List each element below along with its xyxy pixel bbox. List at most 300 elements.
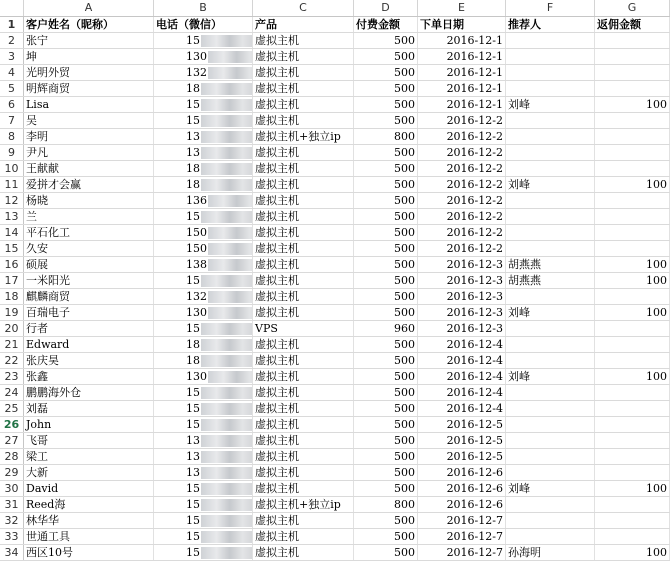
- cell-product[interactable]: 虚拟主机: [253, 113, 354, 128]
- table-row: [0, 401, 670, 417]
- cell-product[interactable]: 虚拟主机: [253, 81, 354, 96]
- cell-date[interactable]: 2016-12-7: [418, 513, 506, 528]
- cell-amount[interactable]: 500: [354, 481, 418, 496]
- cell-date[interactable]: 2016-12-1: [418, 97, 506, 112]
- cell-date[interactable]: 2016-12-1: [418, 81, 506, 96]
- phone-visible-digits: 150: [186, 226, 207, 239]
- cell-amount[interactable]: 960: [354, 321, 418, 336]
- column-header-b[interactable]: B: [154, 0, 253, 16]
- row-number[interactable]: 17: [0, 273, 24, 288]
- header-cell-product[interactable]: 产品: [253, 17, 354, 32]
- cell-date[interactable]: 2016-12-3: [418, 289, 506, 304]
- redacted-blur: [201, 163, 253, 175]
- cell-rebate[interactable]: 100: [595, 481, 670, 496]
- cell-amount[interactable]: 500: [354, 193, 418, 208]
- cell-date[interactable]: 2016-12-5: [418, 433, 506, 448]
- cell-amount[interactable]: 500: [354, 97, 418, 112]
- header-cell-rebate[interactable]: 返佣金额: [595, 17, 670, 32]
- cell-date[interactable]: 2016-12-4: [418, 385, 506, 400]
- cell-date[interactable]: 2016-12-5: [418, 449, 506, 464]
- cell-amount[interactable]: 500: [354, 513, 418, 528]
- cell-amount[interactable]: 500: [354, 401, 418, 416]
- header-cell-amount[interactable]: 付费金额: [354, 17, 418, 32]
- cell-amount[interactable]: 800: [354, 129, 418, 144]
- cell-date[interactable]: 2016-12-4: [418, 369, 506, 384]
- cell-rebate[interactable]: [595, 129, 670, 144]
- cell-rebate[interactable]: [595, 65, 670, 80]
- cell-amount[interactable]: 500: [354, 257, 418, 272]
- cell-phone[interactable]: [154, 161, 253, 176]
- cell-phone[interactable]: [154, 97, 253, 112]
- cell-phone[interactable]: [154, 273, 253, 288]
- cell-product[interactable]: 虚拟主机: [253, 273, 354, 288]
- cell-product[interactable]: 虚拟主机+独立ip: [253, 497, 354, 512]
- cell-amount[interactable]: 500: [354, 449, 418, 464]
- redacted-blur: [201, 131, 253, 143]
- row-number[interactable]: 12: [0, 193, 24, 208]
- cell-amount[interactable]: 500: [354, 225, 418, 240]
- cell-phone[interactable]: [154, 305, 253, 320]
- cell-referrer[interactable]: [506, 113, 595, 128]
- cell-customer[interactable]: 李明: [24, 129, 154, 144]
- cell-phone[interactable]: [154, 289, 253, 304]
- cell-referrer[interactable]: [506, 209, 595, 224]
- cell-amount[interactable]: 500: [354, 305, 418, 320]
- cell-amount[interactable]: 500: [354, 417, 418, 432]
- cell-amount[interactable]: 500: [354, 145, 418, 160]
- row-number[interactable]: 11: [0, 177, 24, 192]
- cell-referrer[interactable]: [506, 241, 595, 256]
- table-row: [0, 65, 670, 81]
- cell-referrer[interactable]: [506, 513, 595, 528]
- cell-phone[interactable]: [154, 49, 253, 64]
- cell-product[interactable]: 虚拟主机: [253, 49, 354, 64]
- table-row: [0, 81, 670, 97]
- cell-phone[interactable]: [154, 545, 253, 560]
- cell-customer[interactable]: 百瑞电子: [24, 305, 154, 320]
- row-number[interactable]: 21: [0, 337, 24, 352]
- cell-referrer[interactable]: [506, 289, 595, 304]
- cell-rebate[interactable]: [595, 465, 670, 480]
- cell-date[interactable]: 2016-12-7: [418, 529, 506, 544]
- cell-customer[interactable]: John: [24, 417, 154, 432]
- column-header-g[interactable]: G: [595, 0, 670, 16]
- row-number[interactable]: 33: [0, 529, 24, 544]
- cell-rebate[interactable]: 100: [595, 545, 670, 560]
- cell-customer[interactable]: 行者: [24, 321, 154, 336]
- cell-rebate[interactable]: [595, 161, 670, 176]
- cell-product[interactable]: 虚拟主机: [253, 513, 354, 528]
- cell-customer[interactable]: 吴: [24, 113, 154, 128]
- row-number[interactable]: 26: [0, 417, 24, 432]
- cell-customer[interactable]: 世通工具: [24, 529, 154, 544]
- cell-rebate[interactable]: [595, 529, 670, 544]
- cell-rebate[interactable]: [595, 321, 670, 336]
- cell-date[interactable]: 2016-12-2: [418, 209, 506, 224]
- cell-phone[interactable]: [154, 81, 253, 96]
- cell-customer[interactable]: David: [24, 481, 154, 496]
- cell-product[interactable]: 虚拟主机: [253, 385, 354, 400]
- cell-date[interactable]: 2016-12-3: [418, 273, 506, 288]
- cell-rebate[interactable]: [595, 385, 670, 400]
- row-number[interactable]: 23: [0, 369, 24, 384]
- cell-date[interactable]: 2016-12-2: [418, 113, 506, 128]
- table-row: [0, 433, 670, 449]
- cell-product[interactable]: 虚拟主机: [253, 545, 354, 560]
- cell-phone[interactable]: [154, 145, 253, 160]
- cell-customer[interactable]: 平石化工: [24, 225, 154, 240]
- cell-referrer[interactable]: [506, 337, 595, 352]
- cell-amount[interactable]: 500: [354, 81, 418, 96]
- cell-phone[interactable]: [154, 497, 253, 512]
- cell-customer[interactable]: 杨晓: [24, 193, 154, 208]
- cell-phone[interactable]: [154, 257, 253, 272]
- header-cell-customer[interactable]: 客户姓名（昵称）: [24, 17, 154, 32]
- row-number[interactable]: 30: [0, 481, 24, 496]
- cell-product[interactable]: 虚拟主机: [253, 65, 354, 80]
- cell-referrer[interactable]: [506, 353, 595, 368]
- cell-date[interactable]: 2016-12-2: [418, 193, 506, 208]
- cell-rebate[interactable]: 100: [595, 369, 670, 384]
- cell-product[interactable]: 虚拟主机: [253, 353, 354, 368]
- cell-rebate[interactable]: [595, 513, 670, 528]
- cell-date[interactable]: 2016-12-2: [418, 161, 506, 176]
- cell-amount[interactable]: 500: [354, 545, 418, 560]
- cell-product[interactable]: 虚拟主机: [253, 257, 354, 272]
- row-number[interactable]: 22: [0, 353, 24, 368]
- cell-date[interactable]: 2016-12-3: [418, 257, 506, 272]
- cell-date[interactable]: 2016-12-6: [418, 497, 506, 512]
- row-number[interactable]: 19: [0, 305, 24, 320]
- cell-rebate[interactable]: [595, 401, 670, 416]
- phone-visible-digits: 15: [186, 322, 200, 335]
- column-header-e[interactable]: E: [418, 0, 506, 16]
- cell-rebate[interactable]: 100: [595, 257, 670, 272]
- cell-product[interactable]: 虚拟主机: [253, 97, 354, 112]
- cell-phone[interactable]: [154, 177, 253, 192]
- cell-amount[interactable]: 800: [354, 497, 418, 512]
- cell-customer[interactable]: 林华华: [24, 513, 154, 528]
- cell-rebate[interactable]: [595, 337, 670, 352]
- cell-product[interactable]: 虚拟主机: [253, 529, 354, 544]
- cell-phone[interactable]: [154, 241, 253, 256]
- cell-rebate[interactable]: [595, 417, 670, 432]
- cell-rebate[interactable]: [595, 81, 670, 96]
- cell-customer[interactable]: 鹏鹏海外仓: [24, 385, 154, 400]
- cell-phone[interactable]: [154, 337, 253, 352]
- cell-date[interactable]: 2016-12-6: [418, 481, 506, 496]
- cell-referrer[interactable]: [506, 193, 595, 208]
- cell-rebate[interactable]: [595, 497, 670, 512]
- cell-customer[interactable]: 久安: [24, 241, 154, 256]
- cell-phone[interactable]: [154, 529, 253, 544]
- cell-date[interactable]: 2016-12-2: [418, 241, 506, 256]
- phone-visible-digits: 13: [186, 450, 200, 463]
- cell-referrer[interactable]: 刘峰: [506, 305, 595, 320]
- cell-referrer[interactable]: 胡燕燕: [506, 257, 595, 272]
- cell-amount[interactable]: 500: [354, 465, 418, 480]
- row-number[interactable]: 9: [0, 145, 24, 160]
- cell-referrer[interactable]: 孙海明: [506, 545, 595, 560]
- column-header-a[interactable]: A: [24, 0, 154, 16]
- cell-product[interactable]: 虚拟主机: [253, 337, 354, 352]
- cell-date[interactable]: 2016-12-7: [418, 545, 506, 560]
- cell-date[interactable]: 2016-12-3: [418, 321, 506, 336]
- cell-phone[interactable]: [154, 65, 253, 80]
- cell-product[interactable]: 虚拟主机: [253, 33, 354, 48]
- cell-referrer[interactable]: 刘峰: [506, 369, 595, 384]
- cell-rebate[interactable]: [595, 113, 670, 128]
- table-row: [0, 129, 670, 145]
- cell-phone[interactable]: [154, 417, 253, 432]
- cell-referrer[interactable]: 刘峰: [506, 481, 595, 496]
- cell-product[interactable]: 虚拟主机: [253, 369, 354, 384]
- cell-rebate[interactable]: [595, 289, 670, 304]
- cell-referrer[interactable]: 刘峰: [506, 97, 595, 112]
- cell-rebate[interactable]: [595, 145, 670, 160]
- cell-product[interactable]: 虚拟主机: [253, 433, 354, 448]
- row-number[interactable]: 24: [0, 385, 24, 400]
- cell-phone[interactable]: [154, 209, 253, 224]
- row-number[interactable]: 13: [0, 209, 24, 224]
- cell-customer[interactable]: 张庆昊: [24, 353, 154, 368]
- cell-date[interactable]: 2016-12-5: [418, 417, 506, 432]
- cell-amount[interactable]: 500: [354, 353, 418, 368]
- table-row: [0, 545, 670, 561]
- cell-customer[interactable]: 飞哥: [24, 433, 154, 448]
- cell-phone[interactable]: [154, 449, 253, 464]
- cell-phone[interactable]: [154, 321, 253, 336]
- cell-phone[interactable]: [154, 129, 253, 144]
- cell-product[interactable]: 虚拟主机: [253, 209, 354, 224]
- column-header-f[interactable]: F: [506, 0, 595, 16]
- header-cell-referrer[interactable]: 推荐人: [506, 17, 595, 32]
- cell-rebate[interactable]: [595, 193, 670, 208]
- cell-amount[interactable]: 500: [354, 433, 418, 448]
- cell-date[interactable]: 2016-12-4: [418, 337, 506, 352]
- cell-customer[interactable]: 爱拼才会赢: [24, 177, 154, 192]
- cell-rebate[interactable]: [595, 449, 670, 464]
- row-number[interactable]: 8: [0, 129, 24, 144]
- row-number[interactable]: 10: [0, 161, 24, 176]
- cell-customer[interactable]: Lisa: [24, 97, 154, 112]
- cell-phone[interactable]: [154, 513, 253, 528]
- header-cell-date[interactable]: 下单日期: [418, 17, 506, 32]
- row-number[interactable]: 27: [0, 433, 24, 448]
- cell-referrer[interactable]: [506, 529, 595, 544]
- row-number[interactable]: 14: [0, 225, 24, 240]
- cell-amount[interactable]: 500: [354, 33, 418, 48]
- cell-date[interactable]: 2016-12-4: [418, 353, 506, 368]
- cell-rebate[interactable]: [595, 433, 670, 448]
- cell-phone[interactable]: [154, 113, 253, 128]
- cell-product[interactable]: 虚拟主机: [253, 289, 354, 304]
- cell-customer[interactable]: 梁工: [24, 449, 154, 464]
- table-row: [0, 289, 670, 305]
- cell-amount[interactable]: 500: [354, 49, 418, 64]
- cell-referrer[interactable]: [506, 225, 595, 240]
- cell-product[interactable]: 虚拟主机: [253, 161, 354, 176]
- cell-customer[interactable]: 王献献: [24, 161, 154, 176]
- row-number[interactable]: 2: [0, 33, 24, 48]
- cell-referrer[interactable]: [506, 433, 595, 448]
- cell-rebate[interactable]: [595, 49, 670, 64]
- phone-visible-digits: 15: [186, 530, 200, 543]
- cell-referrer[interactable]: [506, 145, 595, 160]
- cell-date[interactable]: 2016-12-2: [418, 145, 506, 160]
- cell-date[interactable]: 2016-12-1: [418, 65, 506, 80]
- row-number[interactable]: 4: [0, 65, 24, 80]
- row-number[interactable]: 7: [0, 113, 24, 128]
- cell-phone[interactable]: [154, 385, 253, 400]
- cell-amount[interactable]: 500: [354, 161, 418, 176]
- cell-product[interactable]: 虚拟主机: [253, 449, 354, 464]
- cell-date[interactable]: 2016-12-4: [418, 401, 506, 416]
- cell-rebate[interactable]: 100: [595, 305, 670, 320]
- cell-rebate[interactable]: [595, 33, 670, 48]
- cell-referrer[interactable]: [506, 33, 595, 48]
- cell-referrer[interactable]: [506, 49, 595, 64]
- cell-customer[interactable]: 光明外贸: [24, 65, 154, 80]
- table-row: [0, 497, 670, 513]
- cell-amount[interactable]: 500: [354, 177, 418, 192]
- cell-customer[interactable]: 尹凡: [24, 145, 154, 160]
- cell-amount[interactable]: 500: [354, 113, 418, 128]
- phone-visible-digits: 15: [186, 34, 200, 47]
- row-number[interactable]: 16: [0, 257, 24, 272]
- cell-product[interactable]: 虚拟主机: [253, 417, 354, 432]
- row-number[interactable]: 6: [0, 97, 24, 112]
- cell-customer[interactable]: 张宁: [24, 33, 154, 48]
- cell-referrer[interactable]: [506, 321, 595, 336]
- cell-phone[interactable]: [154, 465, 253, 480]
- cell-date[interactable]: 2016-12-1: [418, 49, 506, 64]
- cell-phone[interactable]: [154, 193, 253, 208]
- cell-product[interactable]: 虚拟主机: [253, 401, 354, 416]
- cell-referrer[interactable]: [506, 65, 595, 80]
- cell-date[interactable]: 2016-12-2: [418, 177, 506, 192]
- cell-phone[interactable]: [154, 481, 253, 496]
- row-number[interactable]: 18: [0, 289, 24, 304]
- table-row: [0, 193, 670, 209]
- cell-rebate[interactable]: 100: [595, 177, 670, 192]
- cell-rebate[interactable]: [595, 241, 670, 256]
- cell-customer[interactable]: 麒麟商贸: [24, 289, 154, 304]
- cell-amount[interactable]: 500: [354, 337, 418, 352]
- cell-date[interactable]: 2016-12-2: [418, 225, 506, 240]
- cell-product[interactable]: 虚拟主机+独立ip: [253, 129, 354, 144]
- cell-phone[interactable]: [154, 353, 253, 368]
- cell-amount[interactable]: 500: [354, 209, 418, 224]
- row-number[interactable]: 1: [0, 17, 24, 32]
- cell-rebate[interactable]: [595, 225, 670, 240]
- cell-phone[interactable]: [154, 401, 253, 416]
- cell-amount[interactable]: 500: [354, 241, 418, 256]
- cell-product[interactable]: 虚拟主机: [253, 177, 354, 192]
- row-number[interactable]: 32: [0, 513, 24, 528]
- cell-referrer[interactable]: [506, 497, 595, 512]
- column-header-d[interactable]: D: [354, 0, 418, 16]
- row-number[interactable]: 28: [0, 449, 24, 464]
- cell-phone[interactable]: [154, 33, 253, 48]
- cell-referrer[interactable]: 刘峰: [506, 177, 595, 192]
- row-number[interactable]: 20: [0, 321, 24, 336]
- cell-referrer[interactable]: [506, 161, 595, 176]
- row-number[interactable]: 3: [0, 49, 24, 64]
- cell-rebate[interactable]: 100: [595, 97, 670, 112]
- row-number[interactable]: 15: [0, 241, 24, 256]
- cell-referrer[interactable]: [506, 417, 595, 432]
- cell-product[interactable]: VPS: [253, 321, 354, 336]
- cell-date[interactable]: 2016-12-1: [418, 33, 506, 48]
- cell-customer[interactable]: 刘磊: [24, 401, 154, 416]
- cell-product[interactable]: 虚拟主机: [253, 145, 354, 160]
- header-cell-phone[interactable]: 电话（微信）: [154, 17, 253, 32]
- cell-date[interactable]: 2016-12-3: [418, 305, 506, 320]
- cell-customer[interactable]: 硕展: [24, 257, 154, 272]
- cell-phone[interactable]: [154, 433, 253, 448]
- cell-amount[interactable]: 500: [354, 529, 418, 544]
- cell-customer[interactable]: 一米阳光: [24, 273, 154, 288]
- cell-amount[interactable]: 500: [354, 65, 418, 80]
- cell-customer[interactable]: 张鑫: [24, 369, 154, 384]
- cell-amount[interactable]: 500: [354, 289, 418, 304]
- cell-customer[interactable]: 坤: [24, 49, 154, 64]
- cell-referrer[interactable]: [506, 129, 595, 144]
- phone-visible-digits: 15: [186, 210, 200, 223]
- cell-customer[interactable]: Reed海: [24, 497, 154, 512]
- column-header-c[interactable]: C: [253, 0, 354, 16]
- cell-product[interactable]: 虚拟主机: [253, 193, 354, 208]
- select-all-corner[interactable]: [0, 0, 24, 16]
- cell-amount[interactable]: 500: [354, 385, 418, 400]
- cell-product[interactable]: 虚拟主机: [253, 241, 354, 256]
- cell-customer[interactable]: 大新: [24, 465, 154, 480]
- row-number[interactable]: 29: [0, 465, 24, 480]
- phone-visible-digits: 13: [186, 130, 200, 143]
- cell-customer[interactable]: 兰: [24, 209, 154, 224]
- cell-referrer[interactable]: [506, 385, 595, 400]
- cell-product[interactable]: 虚拟主机: [253, 305, 354, 320]
- cell-rebate[interactable]: [595, 353, 670, 368]
- cell-referrer[interactable]: [506, 465, 595, 480]
- phone-visible-digits: 18: [186, 82, 200, 95]
- cell-date[interactable]: 2016-12-6: [418, 465, 506, 480]
- cell-referrer[interactable]: [506, 449, 595, 464]
- cell-date[interactable]: 2016-12-2: [418, 129, 506, 144]
- row-number[interactable]: 34: [0, 545, 24, 560]
- table-row: [0, 449, 670, 465]
- cell-product[interactable]: 虚拟主机: [253, 481, 354, 496]
- cell-referrer[interactable]: [506, 401, 595, 416]
- cell-rebate[interactable]: [595, 209, 670, 224]
- cell-amount[interactable]: 500: [354, 273, 418, 288]
- cell-product[interactable]: 虚拟主机: [253, 225, 354, 240]
- cell-customer[interactable]: Edward: [24, 337, 154, 352]
- cell-amount[interactable]: 500: [354, 369, 418, 384]
- cell-referrer[interactable]: [506, 81, 595, 96]
- cell-phone[interactable]: [154, 369, 253, 384]
- row-number[interactable]: 5: [0, 81, 24, 96]
- cell-product[interactable]: 虚拟主机: [253, 465, 354, 480]
- cell-rebate[interactable]: 100: [595, 273, 670, 288]
- row-number[interactable]: 31: [0, 497, 24, 512]
- cell-customer[interactable]: 明辉商贸: [24, 81, 154, 96]
- row-number[interactable]: 25: [0, 401, 24, 416]
- cell-customer[interactable]: 西区10号: [24, 545, 154, 560]
- cell-phone[interactable]: [154, 225, 253, 240]
- cell-referrer[interactable]: 胡燕燕: [506, 273, 595, 288]
